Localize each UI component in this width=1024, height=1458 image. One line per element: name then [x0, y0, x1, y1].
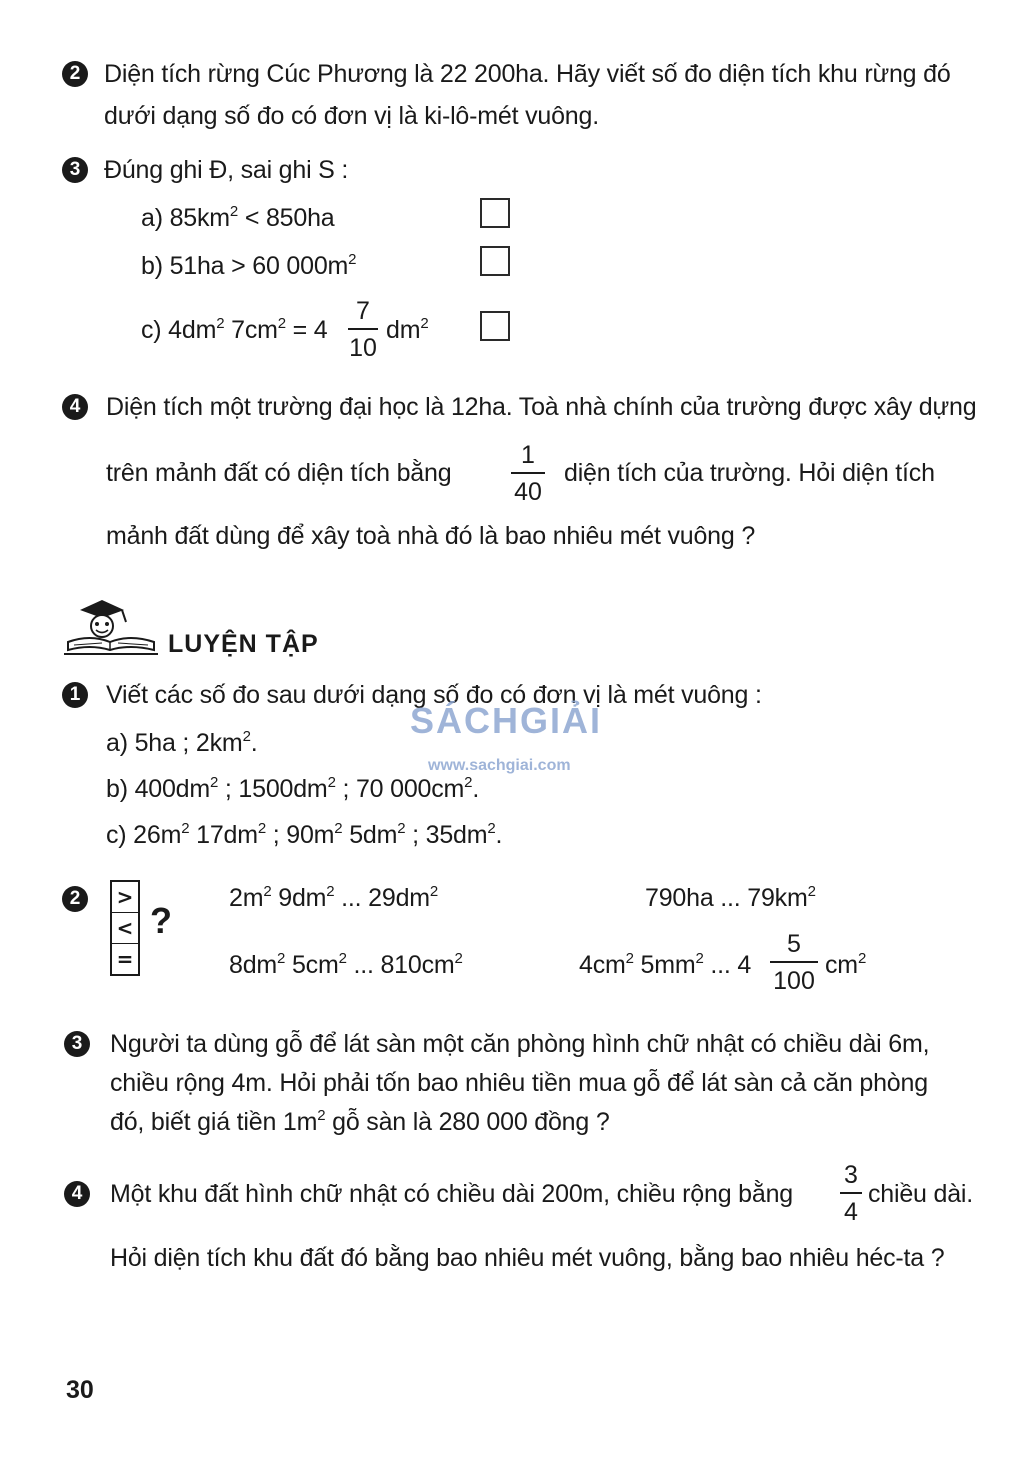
- practice-4-badge: 4: [64, 1181, 90, 1207]
- practice-1-item-c: c) $26m^2$ $17dm^2$ ; $90m^2$ $5dm^2$ ; $35dm^2$.: [106, 820, 503, 849]
- practice-3-line-3: đó, biết giá tiền $1m^2$ gỗ sàn là 280 000 đồng ?: [110, 1107, 610, 1136]
- practice-1-title: Viết các số đo sau dưới dạng số đo có đơn vị là mét vuông :: [106, 681, 762, 709]
- exercise-3-item-a: a) $85km^2 < 850ha$: [141, 203, 335, 232]
- practice-4-line-1-end: chiều dài.: [868, 1180, 974, 1208]
- fraction-5-100: 5 100: [770, 929, 818, 996]
- practice-4-line-2: Hỏi diện tích khu đất đó bằng bao nhiêu mét vuông, bằng bao nhiêu héc-ta ?: [110, 1244, 945, 1272]
- fraction-7-10: 7 10: [349, 297, 377, 362]
- fraction-1-40: 1 40: [511, 440, 545, 507]
- watermark-brand: SÁCHGIẢI: [410, 700, 603, 741]
- practice-3-line-1: Người ta dùng gỗ để lát sàn một căn phòng hình chữ nhật có chiều dài 6m,: [110, 1030, 930, 1058]
- compare-row-1-left: $2m^2$ $9dm^2$ ... $29dm^2$: [229, 883, 439, 912]
- compare-row-2-right: $4cm^2$ $5mm^2$ ... 4: [579, 950, 752, 979]
- answer-box-c[interactable]: [480, 311, 510, 341]
- exercise-4-line-2-start: trên mảnh đất có diện tích bằng: [106, 459, 452, 487]
- practice-1-badge: 1: [62, 682, 88, 708]
- exercise-3-badge: 3: [62, 157, 88, 183]
- exercise-4-line-1: Diện tích một trường đại học là 12ha. Toà nhà chính của trường được xây dựng: [106, 393, 977, 421]
- symbol-greater: >: [112, 882, 138, 913]
- exercise-2-badge: 2: [62, 61, 88, 87]
- practice-2-badge: 2: [62, 886, 88, 912]
- exercise-2-line-2: dưới dạng số đo có đơn vị là ki-lô-mét vuông.: [104, 102, 599, 130]
- compare-row-1-right: 790ha ... $79km^2$: [645, 883, 816, 912]
- answer-box-b[interactable]: [480, 246, 510, 276]
- exercise-3-title: Đúng ghi Đ, sai ghi S :: [104, 156, 349, 184]
- symbol-equal: =: [116, 947, 134, 971]
- comparison-symbols-box: [110, 880, 140, 976]
- exercise-3-item-c-unit: $dm^2$: [386, 315, 429, 344]
- exercise-4-badge: 4: [62, 394, 88, 420]
- exercise-3-item-c: c) $4dm^2$ $7cm^2 = 4$: [141, 315, 328, 344]
- symbol-less: <: [112, 913, 138, 944]
- compare-row-2-right-unit: $cm^2$: [825, 950, 867, 979]
- fraction-3-4: 3 4: [840, 1160, 862, 1227]
- practice-3-line-2: chiều rộng 4m. Hỏi phải tốn bao nhiêu tiền mua gỗ để lát sàn cả căn phòng: [110, 1069, 928, 1097]
- watermark-url: www.sachgiai.com: [428, 757, 571, 774]
- compare-row-2-left: $8dm^2$ $5cm^2$ ... $810cm^2$: [229, 950, 463, 979]
- practice-4-line-1-start: Một khu đất hình chữ nhật có chiều dài 200m, chiều rộng bằng: [110, 1180, 793, 1208]
- student-reading-icon: [60, 598, 160, 658]
- answer-box-a[interactable]: [480, 198, 510, 228]
- practice-1-item-b: b) $400dm^2$ ; $1500dm^2$ ; 70 $000cm^2$.: [106, 774, 480, 803]
- page-number: 30: [66, 1376, 94, 1404]
- exercise-3-item-b: b) 51ha > 60 $000m^2$: [141, 251, 357, 280]
- exercise-4-line-2-end: diện tích của trường. Hỏi diện tích: [564, 459, 935, 487]
- question-mark: ?: [150, 900, 172, 941]
- section-title: LUYỆN TẬP: [168, 630, 319, 658]
- exercise-2-line-1: Diện tích rừng Cúc Phương là 22 200ha. Hãy viết số đo diện tích khu rừng đó: [104, 60, 951, 88]
- exercise-4-line-3: mảnh đất dùng để xây toà nhà đó là bao nhiêu mét vuông ?: [106, 522, 756, 550]
- practice-3-badge: 3: [64, 1031, 90, 1057]
- practice-1-item-a: a) 5ha ; $2km^2$.: [106, 728, 258, 757]
